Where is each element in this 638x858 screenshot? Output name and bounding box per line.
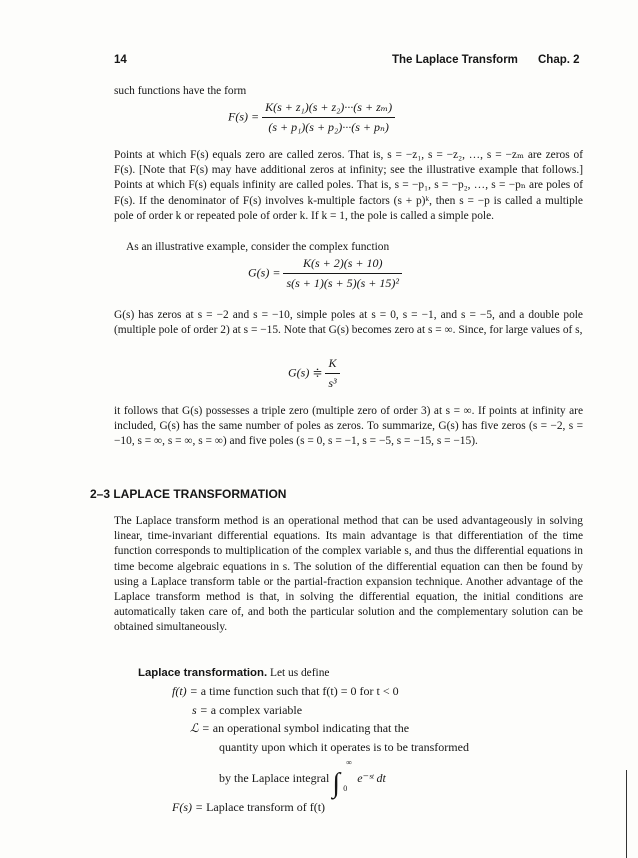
equation-G-lhs: G(s) = bbox=[248, 265, 281, 280]
equation-F-fraction bbox=[262, 100, 395, 135]
paragraph-laplace-method: The Laplace transform method is an operational method that can be used advantageously in solving linear, time-invariant differential equations. Its main advantage is that differentiation of the time function corresponds to multiplication of the complex variable s, and thus the differential equations in time become algebraic equations in s. The solution of the differential equation can then be found by using a Laplace transform table or the partial-fraction expansion technique. Another advantage of the Laplace transform method is that, in solving the differential equation, the initial conditions are automatically taken care of, and both the particular solution and the complementary solution can be obtained simultaneously. bbox=[114, 515, 583, 634]
equation-approx-fraction bbox=[325, 356, 339, 391]
equation-approx bbox=[288, 356, 340, 391]
intro-text: such functions have the form bbox=[114, 85, 247, 97]
definition-f-symbol: f(t) = bbox=[172, 684, 198, 698]
equation-approx-denominator: s³ bbox=[328, 376, 337, 390]
definition-L-text-3: by the Laplace integral bbox=[219, 771, 330, 785]
subsection-title: Laplace transformation. bbox=[138, 667, 268, 679]
equation-G bbox=[248, 256, 402, 291]
definition-f bbox=[172, 684, 399, 699]
definition-L-line-2: quantity upon which it operates is to be transformed bbox=[219, 740, 469, 754]
running-title: The Laplace Transform bbox=[392, 54, 518, 66]
integral-sign: ∫ bbox=[332, 768, 340, 799]
paragraph-poles-zeros: Points at which F(s) equals zero are called zeros. That is, s = −z₁, s = −z₂, …, s = −zₘ are zeros of F(s). [Note that F(s) may have additional zeros at infinity; see the illustrative example that follows.] Points at which F(s) equals infinity are called poles. That is, s = −p₁, s = −p₂, …, s = −pₙ are poles of F(s). If the denominator of F(s) involves k-multiple factors (s + p)ᵏ, then s = −p is called a multiple pole of order k or repeated pole of order k. If k = 1, the pole is called a simple pole. bbox=[114, 149, 583, 222]
equation-approx-numerator: K bbox=[325, 356, 339, 374]
laplace-integral bbox=[332, 758, 354, 799]
definition-s-symbol: s = bbox=[192, 703, 208, 717]
chapter-label: Chap. 2 bbox=[538, 54, 580, 66]
integral-upper-limit: ∞ bbox=[346, 758, 352, 767]
page-edge-line bbox=[626, 770, 627, 858]
equation-G-denominator: s(s + 1)(s + 5)(s + 15)² bbox=[286, 276, 399, 290]
definition-f-text: a time function such that f(t) = 0 for t < 0 bbox=[200, 684, 399, 698]
subsection-paragraph bbox=[138, 666, 583, 681]
equation-F-lhs: F(s) = bbox=[228, 109, 260, 124]
definition-L-line-3 bbox=[219, 758, 386, 799]
definition-F-symbol: F(s) = bbox=[172, 800, 204, 814]
equation-F-numerator: K(s + z₁)(s + z₂)···(s + zₘ) bbox=[262, 100, 395, 118]
definition-s bbox=[192, 703, 302, 718]
subsection-lead: Let us define bbox=[269, 667, 330, 679]
paragraph-example-intro: As an illustrative example, consider the complex function bbox=[126, 241, 390, 253]
paragraph-G-zeros-poles: G(s) has zeros at s = −2 and s = −10, simple poles at s = 0, s = −1, and s = −5, and a double pole (multiple pole of order 2) at s = −15. Note that G(s) becomes zero at s = ∞. Since, for large values of s, bbox=[114, 309, 583, 337]
definition-L-symbol: ℒ = bbox=[190, 721, 210, 735]
definition-F bbox=[172, 800, 325, 815]
definition-L bbox=[190, 721, 409, 736]
equation-F-denominator: (s + p₁)(s + p₂)···(s + pₙ) bbox=[268, 120, 389, 134]
equation-approx-lhs: G(s) ≑ bbox=[288, 365, 323, 380]
definition-s-text: a complex variable bbox=[210, 703, 303, 717]
integral-lower-limit: 0 bbox=[343, 784, 348, 793]
paragraph-triple-zero: it follows that G(s) possesses a triple zero (multiple zero of order 3) at s = ∞. If points at infinity are included, G(s) has the same number of poles as zeros. To summarize, G(s) has five zeros (s = −2, s = −10, s = ∞, s = ∞, s = ∞) and five poles (s = 0, s = −1, s = −5, s = −15, s = −15). bbox=[114, 405, 583, 448]
equation-G-numerator: K(s + 2)(s + 10) bbox=[283, 256, 402, 274]
definition-F-text: Laplace transform of f(t) bbox=[206, 800, 326, 814]
integrand: e⁻ˢᵗ dt bbox=[357, 771, 386, 785]
equation-G-fraction bbox=[283, 256, 402, 291]
definition-L-text-1: an operational symbol indicating that the bbox=[212, 721, 410, 735]
page-number: 14 bbox=[114, 54, 127, 66]
equation-F bbox=[228, 100, 395, 135]
section-heading: 2–3 LAPLACE TRANSFORMATION bbox=[90, 487, 287, 501]
